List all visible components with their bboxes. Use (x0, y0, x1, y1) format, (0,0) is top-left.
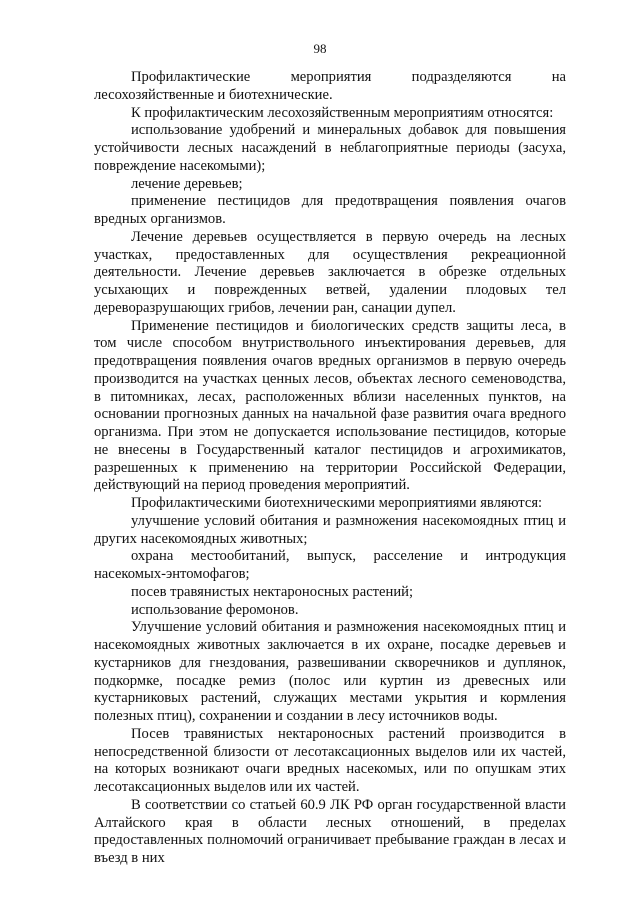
list-item-birds-habitat: улучшение условий обитания и размножения насекомоядных птиц и других насекомоядных животных; (94, 512, 566, 547)
list-item-nectar-plants: посев травянистых нектароносных растений; (131, 583, 414, 600)
paragraph-pesticide-application: Применение пестицидов и биологических средств защиты леса, в том числе способом внутриствольного инъектирования деревьев, для предотвращения появления очагов вредных организмов в первую очередь производится на участках ценных лесов, объектах лесного семеноводства, в питомниках, лесах, расположенных вблизи населенных пунктов, на основании прогнозных данных на начальной фазе развития очага вредного организма. При этом не допускается использование пестицидов, которые не внесены в Государственный каталог пестицидов и агрохимикатов, разрешенных к применению на территории Российской Федерации, действующий на период проведения мероприятий. (94, 317, 566, 494)
list-item-fertilizers: использование удобрений и минеральных добавок для повышения устойчивости лесных насаждений в неблагоприятные периоды (засуха, повреждение насекомыми); (94, 122, 566, 174)
paragraph-birds-habitat: Улучшение условий обитания и размножения насекомоядных птиц и насекомоядных животных заключается в их охране, посадке деревьев и кустарников для гнездования, развешивании скворечников и дуплянок, подкормке, посадке ремиз (полос или куртин из древесных или кустарниковых растений, служащих местами укрытия и кормления полезных птиц), сохранении и создании в лесу источников воды. (94, 619, 566, 724)
paragraph-biotechnical-intro: Профилактическими биотехническими мероприятиями являются: (131, 495, 543, 511)
paragraph-forestry-measures-intro: К профилактическим лесохозяйственным мероприятиям относятся: (131, 104, 554, 121)
page-number: 98 (313, 41, 327, 56)
list-item-pheromones: использование феромонов. (131, 601, 299, 618)
paragraph-forest-access-restriction: В соответствии со статьей 60.9 ЛК РФ орган государственной власти Алтайского края в области лесных отношений, в пределах предоставленных полномочий ограничивает пребывание граждан в лесах и въезд в них (94, 796, 566, 866)
list-item-pesticides: применение пестицидов для предотвращения появления очагов вредных организмов. (94, 193, 566, 227)
document-body (94, 69, 566, 868)
list-item-entomophages: охрана местообитаний, выпуск, расселение и интродукция насекомых-энтомофагов; (94, 548, 566, 582)
list-item-tree-treatment: лечение деревьев; (131, 175, 243, 192)
paragraph-nectar-plants: Посев травянистых нектароносных растений производится в непосредственной близости от лесотаксационных выделов или их частей, на которых возникают очаги вредных насекомых, или по опушкам этих лесотаксационных выделов или их частей. (94, 725, 566, 795)
paragraph-measures-division: Профилактические мероприятия подразделяются на лесохозяйственные и биотехнические. (94, 69, 566, 103)
paragraph-tree-treatment: Лечение деревьев осуществляется в первую очередь на лесных участках, предоставленных для осуществления рекреационной деятельности. Лечение деревьев заключается в обрезке отдельных усыхающих и поврежденных ветвей, удалении плодовых тел дереворазрушающих грибов, лечении ран, санации дупел. (94, 228, 566, 316)
